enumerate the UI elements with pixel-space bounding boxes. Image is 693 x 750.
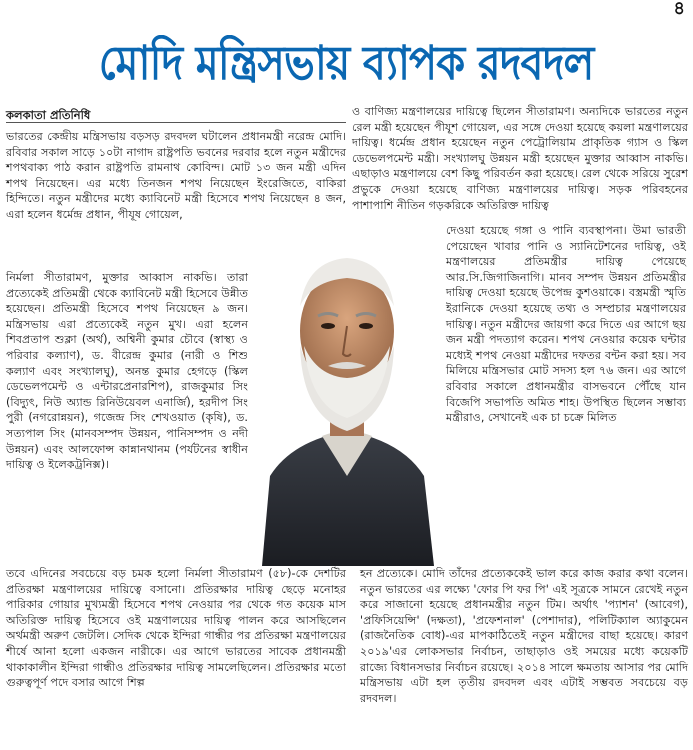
- column-2-top: [352, 104, 688, 213]
- column-1-beside-photo: [6, 270, 248, 473]
- portrait-photo: [252, 226, 442, 566]
- paragraph: তবে এদিনের সবচেয়ে বড় চমক হলো নির্মলা সীতারামণ (৫৮)-কে দেশটির প্রতিরক্ষা মন্ত্রণালয়ের দায়িত্বে বসানো। প্রতিরক্ষার দায়িত্ব ছেড়ে মনোহর পারিকার গোয়ার মুখ্যমন্ত্রী হিসেবে শপথ নেওয়ার পর থেকে গত কয়েক মাস অতিরিক্ত দায়িত্ব হিসেবে ওই মন্ত্রণালয়ের দায়িত্ব পালন করে আসছিলেন অর্থমন্ত্রী অরুণ জেটলি। সেদিক থেকে ইন্দিরা গান্ধীর পর প্রতিরক্ষা মন্ত্রণালয়ের শীর্ষে আনা হলো একজন নারীকে। এর আগে ভারতের সাবেক প্রধানমন্ত্রী থাকাকালীন ইন্দিরা গান্ধীও প্রতিরক্ষার দায়িত্ব সামলেছিলেন। প্রতিরক্ষার মতো গুরুত্বপূর্ণ পদে বসার আগে শিল্প: [6, 567, 346, 690]
- paragraph: হন প্রত্যেকে। মোদি তাঁদের প্রত্যেককেই ভাল করে কাজ করার কথা বলেন। নতুন ভারতের এর লক্ষ্যে 'ফোর পি ফর পি' এই সূত্রকে সামনে রেখেই নতুন করে সাজানো হয়েছে প্রধানমন্ত্রীর নতুন টিম। অর্থাৎ 'প্যাশন' (আবেগ), 'প্রফিসিয়েন্সি' (দক্ষতা), 'প্রফেশনাল' (পেশাদার), পলিটিক্যাল অ্যাকুমেন (রাজনৈতিক বোধ)-এর মাপকাঠিতেই নতুন মন্ত্রীদের বাছা হয়েছে। কারণ ২০১৯'এর লোকসভার নির্বাচন, তাছাড়াও ওই সময়ের মধ্যে কয়েকটি রাজ্যে বিধানসভার নির্বাচন রয়েছে। ২০১৪ সালে ক্ষমতায় আসার পর মোদি মন্ত্রিসভায় এটা হল তৃতীয় রদবদল এবং এটাই সম্ভবত সবচেয়ে বড় রদবদল।: [360, 567, 688, 705]
- portrait-illustration: [252, 226, 442, 566]
- page-number-fragment: ৪: [673, 0, 685, 19]
- headline-block: [0, 22, 693, 104]
- page-top-strip: [0, 0, 693, 19]
- article-byline: কলকাতা প্রতিনিধি: [6, 108, 91, 122]
- bottom-right-block: [360, 566, 688, 706]
- byline-divider: [6, 122, 346, 123]
- paragraph: ও বাণিজ্য মন্ত্রণালয়ের দায়িত্বে ছিলেন সীতারামণ। অন্যদিকে ভারতের নতুন রেল মন্ত্রী হয়েছেন পীযূশ গোয়েল, এর সঙ্গে দেওয়া হয়েছে কয়লা মন্ত্রণালয়ের দায়িত্ব। ধর্মেন্দ্র প্রধান হয়েছেন নতুন পেট্রোলিয়াম প্রাকৃতিক গ্যাস ও স্কিল ডেভেলপমেন্ট মন্ত্রী। সংখ্যালঘু উন্নয়ন মন্ত্রী হয়েছেন মুক্তার আব্বাস নাকভি। এছাড়াও মন্ত্রণালয়ে বেশ কিছু পরিবর্তন করা হয়েছে। রেল থেকে সরিয়ে সুরেশ প্রভুকে দেওয়া হয়েছে বাণিজ্য মন্ত্রণালয়ের দায়িত্ব। সড়ক পরিবহনের পাশাপাশি নীতিন গড়করিকে অতিরিক্ত দায়িত্ব: [352, 105, 688, 212]
- column-1-top: [6, 129, 346, 223]
- paragraph: ভারতের কেন্দ্রীয় মন্ত্রিসভায় বড়সড় রদবদল ঘটালেন প্রধানমন্ত্রী নরেন্দ্র মোদি। রবিবার সকাল সাড়ে ১০টা নাগাদ রাষ্ট্রপতি ভবনের দরবার হলে নতুন মন্ত্রীদের শপথবাক্য পাঠ করান রাষ্ট্রপতি রামনাথ কোবিন্দ। মোট ১৩ জন মন্ত্রী এদিন শপথ নিয়েছেন। এর মধ্যে তিনজন শপথ নিয়েছেন ইংরেজিতে, বাকিরা হিন্দিতে। নতুন মন্ত্রীদের মধ্যে ক্যাবিনেট মন্ত্রী হিসেবে শপথ নিয়েছেন ৪ জন, এরা হলেন ধর্মেন্দ্র প্রধান, পীযূষ গোয়েল,: [6, 130, 346, 221]
- paragraph: দেওয়া হয়েছে গঙ্গা ও পানি ব্যবস্থাপনা। উমা ভারতী পেয়েছেন খাবার পানি ও স্যানিটেশনের দায়িত্ব, ওই মন্ত্রণালয়ের প্রতিমন্ত্রীর দায়িত্ব পেয়েছে আর.সি.জিগাজিনাগি। মানব সম্পদ উন্নয়ন প্রতিমন্ত্রীর দায়িত্ব দেওয়া হয়েছে উপেন্দ্র কুশওয়াকে। বস্ত্রমন্ত্রী স্মৃতি ইরানিকে দেওয়া হয়েছে তথ্য ও সম্প্রচার মন্ত্রণালয়ের দায়িত্ব। নতুন মন্ত্রীদের জায়গা করে দিতে এর আগে ছয় জন মন্ত্রী পদত্যাগ করেন। শপথ নেওয়ার কয়েক ঘন্টার মধ্যেই শপথ নেওয়া মন্ত্রীদের দফতর বন্টন করা হয়। সব মিলিয়ে মন্ত্রিসভার মোট সদস্য হল ৭৬ জন। এর আগে রবিবার সকালে প্রধানমন্ত্রীর বাসভবনে পৌঁছে যান বিজেপি সভাপতি অমিত শাহ। উপস্থিত ছিলেন সম্ভাব্য মন্ত্রীরাও, সেখানেই এক চা চক্রে মিলিত: [446, 224, 686, 425]
- bottom-left-block: [6, 566, 346, 691]
- column-2-beside-photo: [446, 223, 686, 426]
- paragraph: নির্মলা সীতারামণ, মুক্তার আব্বাস নাকভি। তারা প্রত্যেকেই প্রতিমন্ত্রী থেকে ক্যাবিনেট মন্ত্রী হিসেবে উন্নীত হয়েছেন। প্রতিমন্ত্রী হিসেবে শপথ নিয়েছেন ৯ জন। মন্ত্রিসভায় এরা প্রত্যেকেই নতুন মুখ। এরা হলেন শিবপ্রতাপ শুক্লা (অর্থ), অশ্বিনী কুমার চৌবে (স্বাস্থ্য ও পরিবার কল্যাণ), ড. বীরেন্দ্র কুমার (নারী ও শিশু কল্যাণ এবং সংখ্যালঘু), অনন্ত কুমার হেগড়ে (স্কিল ডেভেলপমেন্ট ও এন্টারপ্রেনারশিপ), রাজকুমার সিং (বিদ্যুৎ, নিউ অ্যান্ড রিনিউয়েবল এনার্জি), হরদীপ সিং পুরী (নগরোন্নয়ন), গজেন্দ্র সিং শেখওয়াত (কৃষি), ড. সত্যপাল সিং (মানবসম্পদ উন্নয়ন, পানিসম্পদ ও নদী উন্নয়ন) এবং আলফোন্স কান্নানথানম (পর্যটনের স্বাধীন দায়িত্ব ও ইলেকট্রনিক্স)।: [6, 271, 248, 472]
- article-headline: মোদি মন্ত্রিসভায় ব্যাপক রদবদল: [99, 35, 594, 91]
